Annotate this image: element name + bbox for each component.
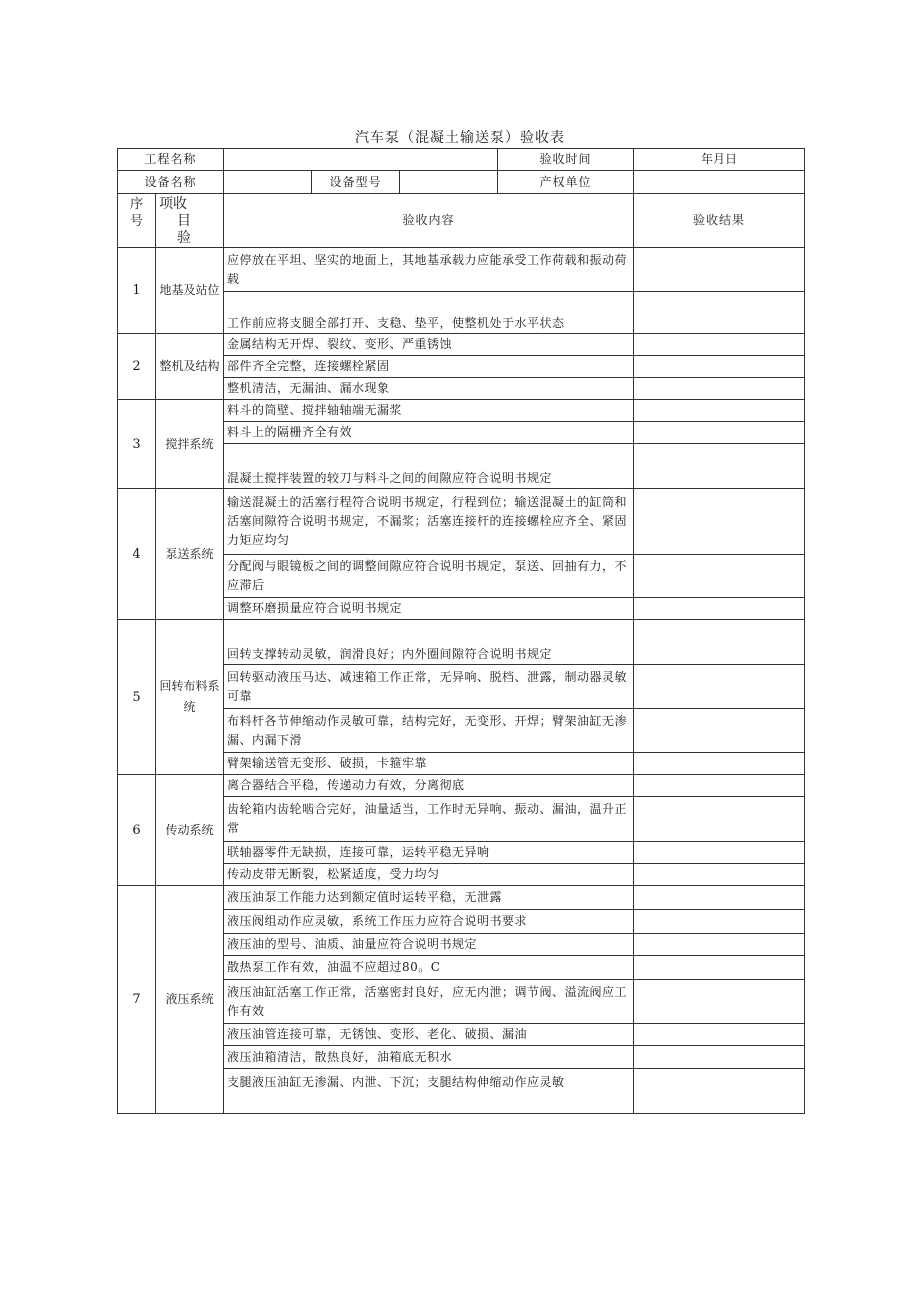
owner-field[interactable]	[634, 171, 805, 194]
check-item: 传动皮带无断裂，松紧适度，受力均匀	[224, 864, 634, 886]
project-name-label: 工程名称	[118, 149, 224, 171]
section-name: 泵送系统	[156, 489, 224, 620]
check-item: 散热泵工作有效，油温不应超过80。C	[224, 956, 634, 980]
result-cell[interactable]	[634, 934, 805, 956]
equipment-name-field[interactable]	[224, 171, 312, 194]
result-cell[interactable]	[634, 709, 805, 753]
item-header	[156, 194, 224, 248]
section-name: 整机及结构	[156, 334, 224, 400]
result-header: 验收结果	[634, 194, 805, 248]
table-row	[118, 620, 805, 665]
equipment-model-label: 设备型号	[312, 171, 400, 194]
check-item: 液压油缸活塞工作正常，活塞密封良好，应无内泄；调节阀、溢流阀应工作有效	[224, 980, 634, 1024]
check-item: 液压油管连接可靠，无锈蚀、变形、老化、破损、漏油	[224, 1024, 634, 1046]
check-item: 金属结构无开焊、裂纹、变形、严重锈蚀	[224, 334, 634, 356]
check-item: 料斗上的隔栅齐全有效	[224, 422, 634, 444]
equipment-model-field[interactable]	[400, 171, 498, 194]
check-item: 料斗的筒壁、搅拌轴轴端无漏浆	[224, 400, 634, 422]
result-cell[interactable]	[634, 422, 805, 444]
header-row-equipment	[118, 171, 805, 194]
content-header: 验收内容	[224, 194, 634, 248]
result-cell[interactable]	[634, 444, 805, 489]
page-title: 汽车泵（混凝土输送泵）验收表	[355, 130, 565, 146]
item-header-line3: 验	[177, 230, 191, 246]
check-item: 离合器结合平稳，传递动力有效，分离彻底	[224, 775, 634, 797]
table-row	[118, 775, 805, 797]
header-row-project	[118, 149, 805, 171]
check-item: 臂架输送管无变形、破损，卡箍牢靠	[224, 753, 634, 775]
result-cell[interactable]	[634, 400, 805, 422]
check-item: 整机清洁，无漏油、漏水现象	[224, 378, 634, 400]
check-item: 液压油的型号、油质、油量应符合说明书规定	[224, 934, 634, 956]
result-cell[interactable]	[634, 1069, 805, 1114]
check-item: 混凝土搅拌装置的较刀与料斗之间的间隙应符合说明书规定	[224, 444, 634, 489]
check-item: 工作前应将支腿全部打开、支稳、垫平，使整机处于水平状态	[224, 292, 634, 334]
result-cell[interactable]	[634, 334, 805, 356]
equipment-name-label: 设备名称	[118, 171, 224, 194]
check-item: 回转驱动液压马达、减速箱工作正常，无异响、脱档、泄露，制动器灵敏可靠	[224, 665, 634, 709]
check-item: 回转支撑转动灵敏，润滑良好；内外圈间隙符合说明书规定	[224, 620, 634, 665]
result-cell[interactable]	[634, 775, 805, 797]
check-item: 布料杆各节伸缩动作灵敏可靠，结构完好，无变形、开焊；臂架油缸无渗漏、内漏下滑	[224, 709, 634, 753]
result-cell[interactable]	[634, 356, 805, 378]
section-name: 回转布料系统	[156, 620, 224, 775]
table-row	[118, 248, 805, 292]
check-item: 支腿液压油缸无渗漏、内泄、下沉；支腿结构伸缩动作应灵敏	[224, 1069, 634, 1114]
result-cell[interactable]	[634, 489, 805, 555]
table-row	[118, 400, 805, 422]
section-name: 传动系统	[156, 775, 224, 886]
acceptance-table	[117, 148, 805, 1114]
result-cell[interactable]	[634, 598, 805, 620]
section-number: 3	[118, 400, 156, 489]
check-item: 输送混凝土的活塞行程符合说明书规定，行程到位；输送混凝土的缸筒和活塞间隙符合说明书规定，不漏浆；活塞连接杆的连接螺栓应齐全、紧固力矩应均匀	[224, 489, 634, 555]
table-row	[118, 334, 805, 356]
check-item: 部件齐全完整，连接螺栓紧固	[224, 356, 634, 378]
check-item: 分配阀与眼镜板之间的调整间隙应符合说明书规定，泵送、回抽有力，不应滞后	[224, 555, 634, 598]
section-name: 地基及站位	[156, 248, 224, 334]
result-cell[interactable]	[634, 842, 805, 864]
result-cell[interactable]	[634, 864, 805, 886]
result-cell[interactable]	[634, 956, 805, 980]
result-cell[interactable]	[634, 797, 805, 842]
check-item: 应停放在平坦、坚实的地面上，其地基承载力应能承受工作荷载和振动荷载	[224, 248, 634, 292]
item-header-line1: 项收	[159, 196, 187, 212]
result-cell[interactable]	[634, 378, 805, 400]
section-number: 1	[118, 248, 156, 334]
section-number: 2	[118, 334, 156, 400]
result-cell[interactable]	[634, 620, 805, 665]
seq-header-line1: 序	[129, 197, 143, 212]
accept-time-field[interactable]: 年月日	[634, 149, 805, 171]
section-number: 7	[118, 886, 156, 1114]
section-name: 液压系统	[156, 886, 224, 1114]
check-item: 联轴器零件无缺损，连接可靠，运转平稳无异响	[224, 842, 634, 864]
table-row	[118, 489, 805, 555]
result-cell[interactable]	[634, 980, 805, 1024]
section-number: 4	[118, 489, 156, 620]
result-cell[interactable]	[634, 1046, 805, 1069]
seq-header	[118, 194, 156, 248]
check-item: 液压油箱清洁，散热良好，油箱底无积水	[224, 1046, 634, 1069]
result-cell[interactable]	[634, 292, 805, 334]
item-header-line2: 目	[177, 213, 191, 229]
result-cell[interactable]	[634, 665, 805, 709]
column-header-row	[118, 194, 805, 248]
section-number: 5	[118, 620, 156, 775]
accept-time-label: 验收时间	[498, 149, 634, 171]
project-name-field[interactable]	[224, 149, 498, 171]
check-item: 齿轮箱内齿轮啮合完好，油量适当，工作时无异响、振动、漏油，温升正常	[224, 797, 634, 842]
result-cell[interactable]	[634, 910, 805, 934]
result-cell[interactable]	[634, 753, 805, 775]
owner-label: 产权单位	[498, 171, 634, 194]
section-number: 6	[118, 775, 156, 886]
table-row	[118, 886, 805, 910]
check-item: 液压阀组动作应灵敏，系统工作压力应符合说明书要求	[224, 910, 634, 934]
result-cell[interactable]	[634, 555, 805, 598]
result-cell[interactable]	[634, 248, 805, 292]
result-cell[interactable]	[634, 1024, 805, 1046]
check-item: 调整环磨损量应符合说明书规定	[224, 598, 634, 620]
seq-header-line2: 号	[129, 214, 143, 229]
check-item: 液压油泵工作能力达到额定值时运转平稳，无泄露	[224, 886, 634, 910]
result-cell[interactable]	[634, 886, 805, 910]
section-name: 搅拌系统	[156, 400, 224, 489]
